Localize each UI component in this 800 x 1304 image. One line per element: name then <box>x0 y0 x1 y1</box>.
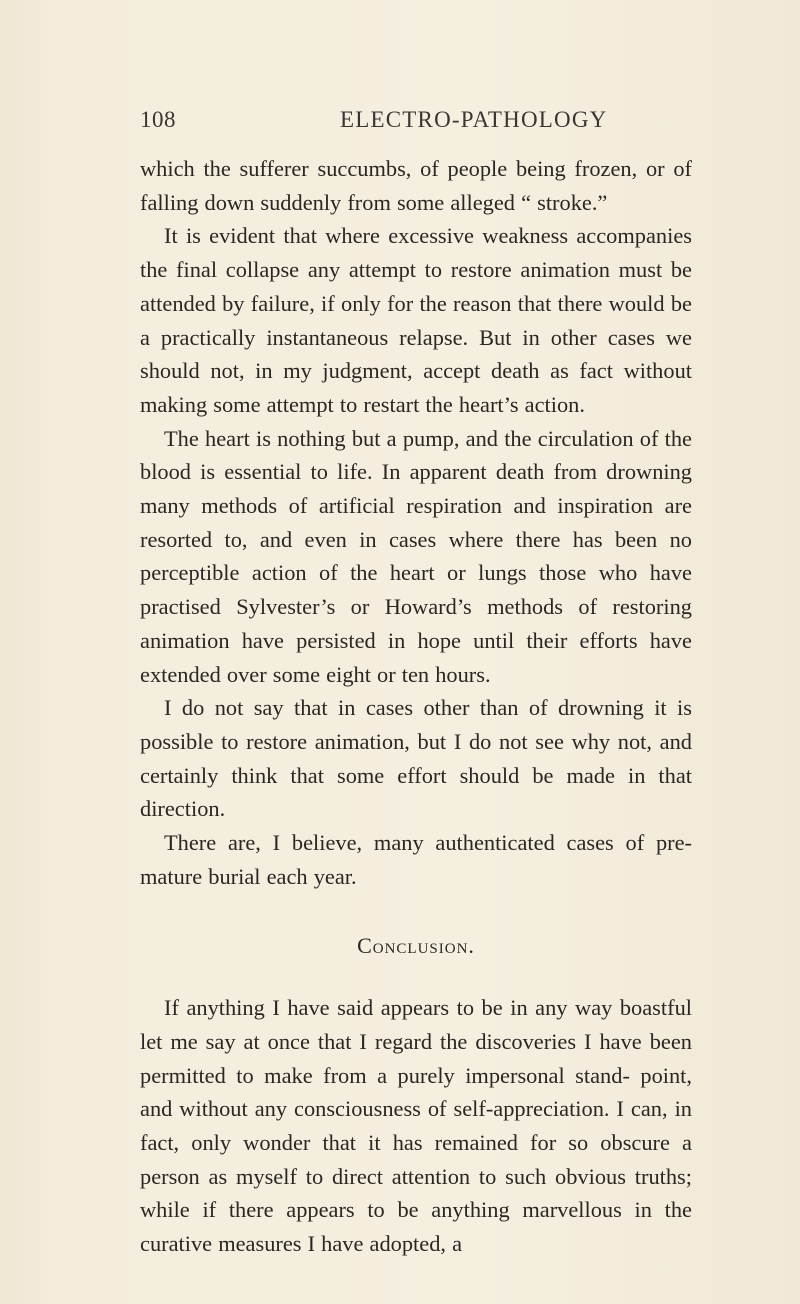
paragraph: If anything I have said appears to be in any way boastful let me say at once that I regard the discoveries I have been permitted to make from a purely impersonal stand- point, and without any consciousness of self-appreciation. I can, in fact, only wonder that it has remained for so obscure a person as myself to direct attention to such obvious truths; while if there appears to be anything marvellous in the curative measures I have adopted, a <box>140 995 692 1257</box>
paragraph: It is evident that where excessive weakness accompanies the final collapse any attempt to restore animation must be attended by failure, if only for the reason that there would be a practically instantaneous relapse. But in other cases we should not, in my judgment, accept death as fact without making some attempt to restart the heart’s action. <box>140 223 692 417</box>
running-head <box>140 104 690 136</box>
paragraph: The heart is nothing but a pump, and the circulation of the blood is essential to life. In apparent death from drowning many methods of artificial respiration and inspiration are resorted to, and even in cases where there has been no perceptible action of the heart or lungs those who have practised Sylvester’s or Howard’s methods of restoring animation have persisted in hope until their efforts have extended over some eight or ten hours. <box>140 425 692 687</box>
body-text <box>140 152 692 1261</box>
paragraph: There are, I believe, many authenticated cases of pre- mature burial each year. <box>140 830 692 889</box>
paragraph: I do not say that in cases other than of drowning it is possible to restore animation, but I do not see why not, and certainly think that some effort should be made in that direction. <box>140 695 692 822</box>
page-number: 108 <box>140 107 176 132</box>
paragraph-continued: which the sufferer succumbs, of people being frozen, or of falling down suddenly from some alleged “ stroke.” <box>140 156 692 215</box>
section-heading: Conclusion. <box>357 933 475 959</box>
running-title: ELECTRO-PATHOLOGY <box>340 107 608 132</box>
